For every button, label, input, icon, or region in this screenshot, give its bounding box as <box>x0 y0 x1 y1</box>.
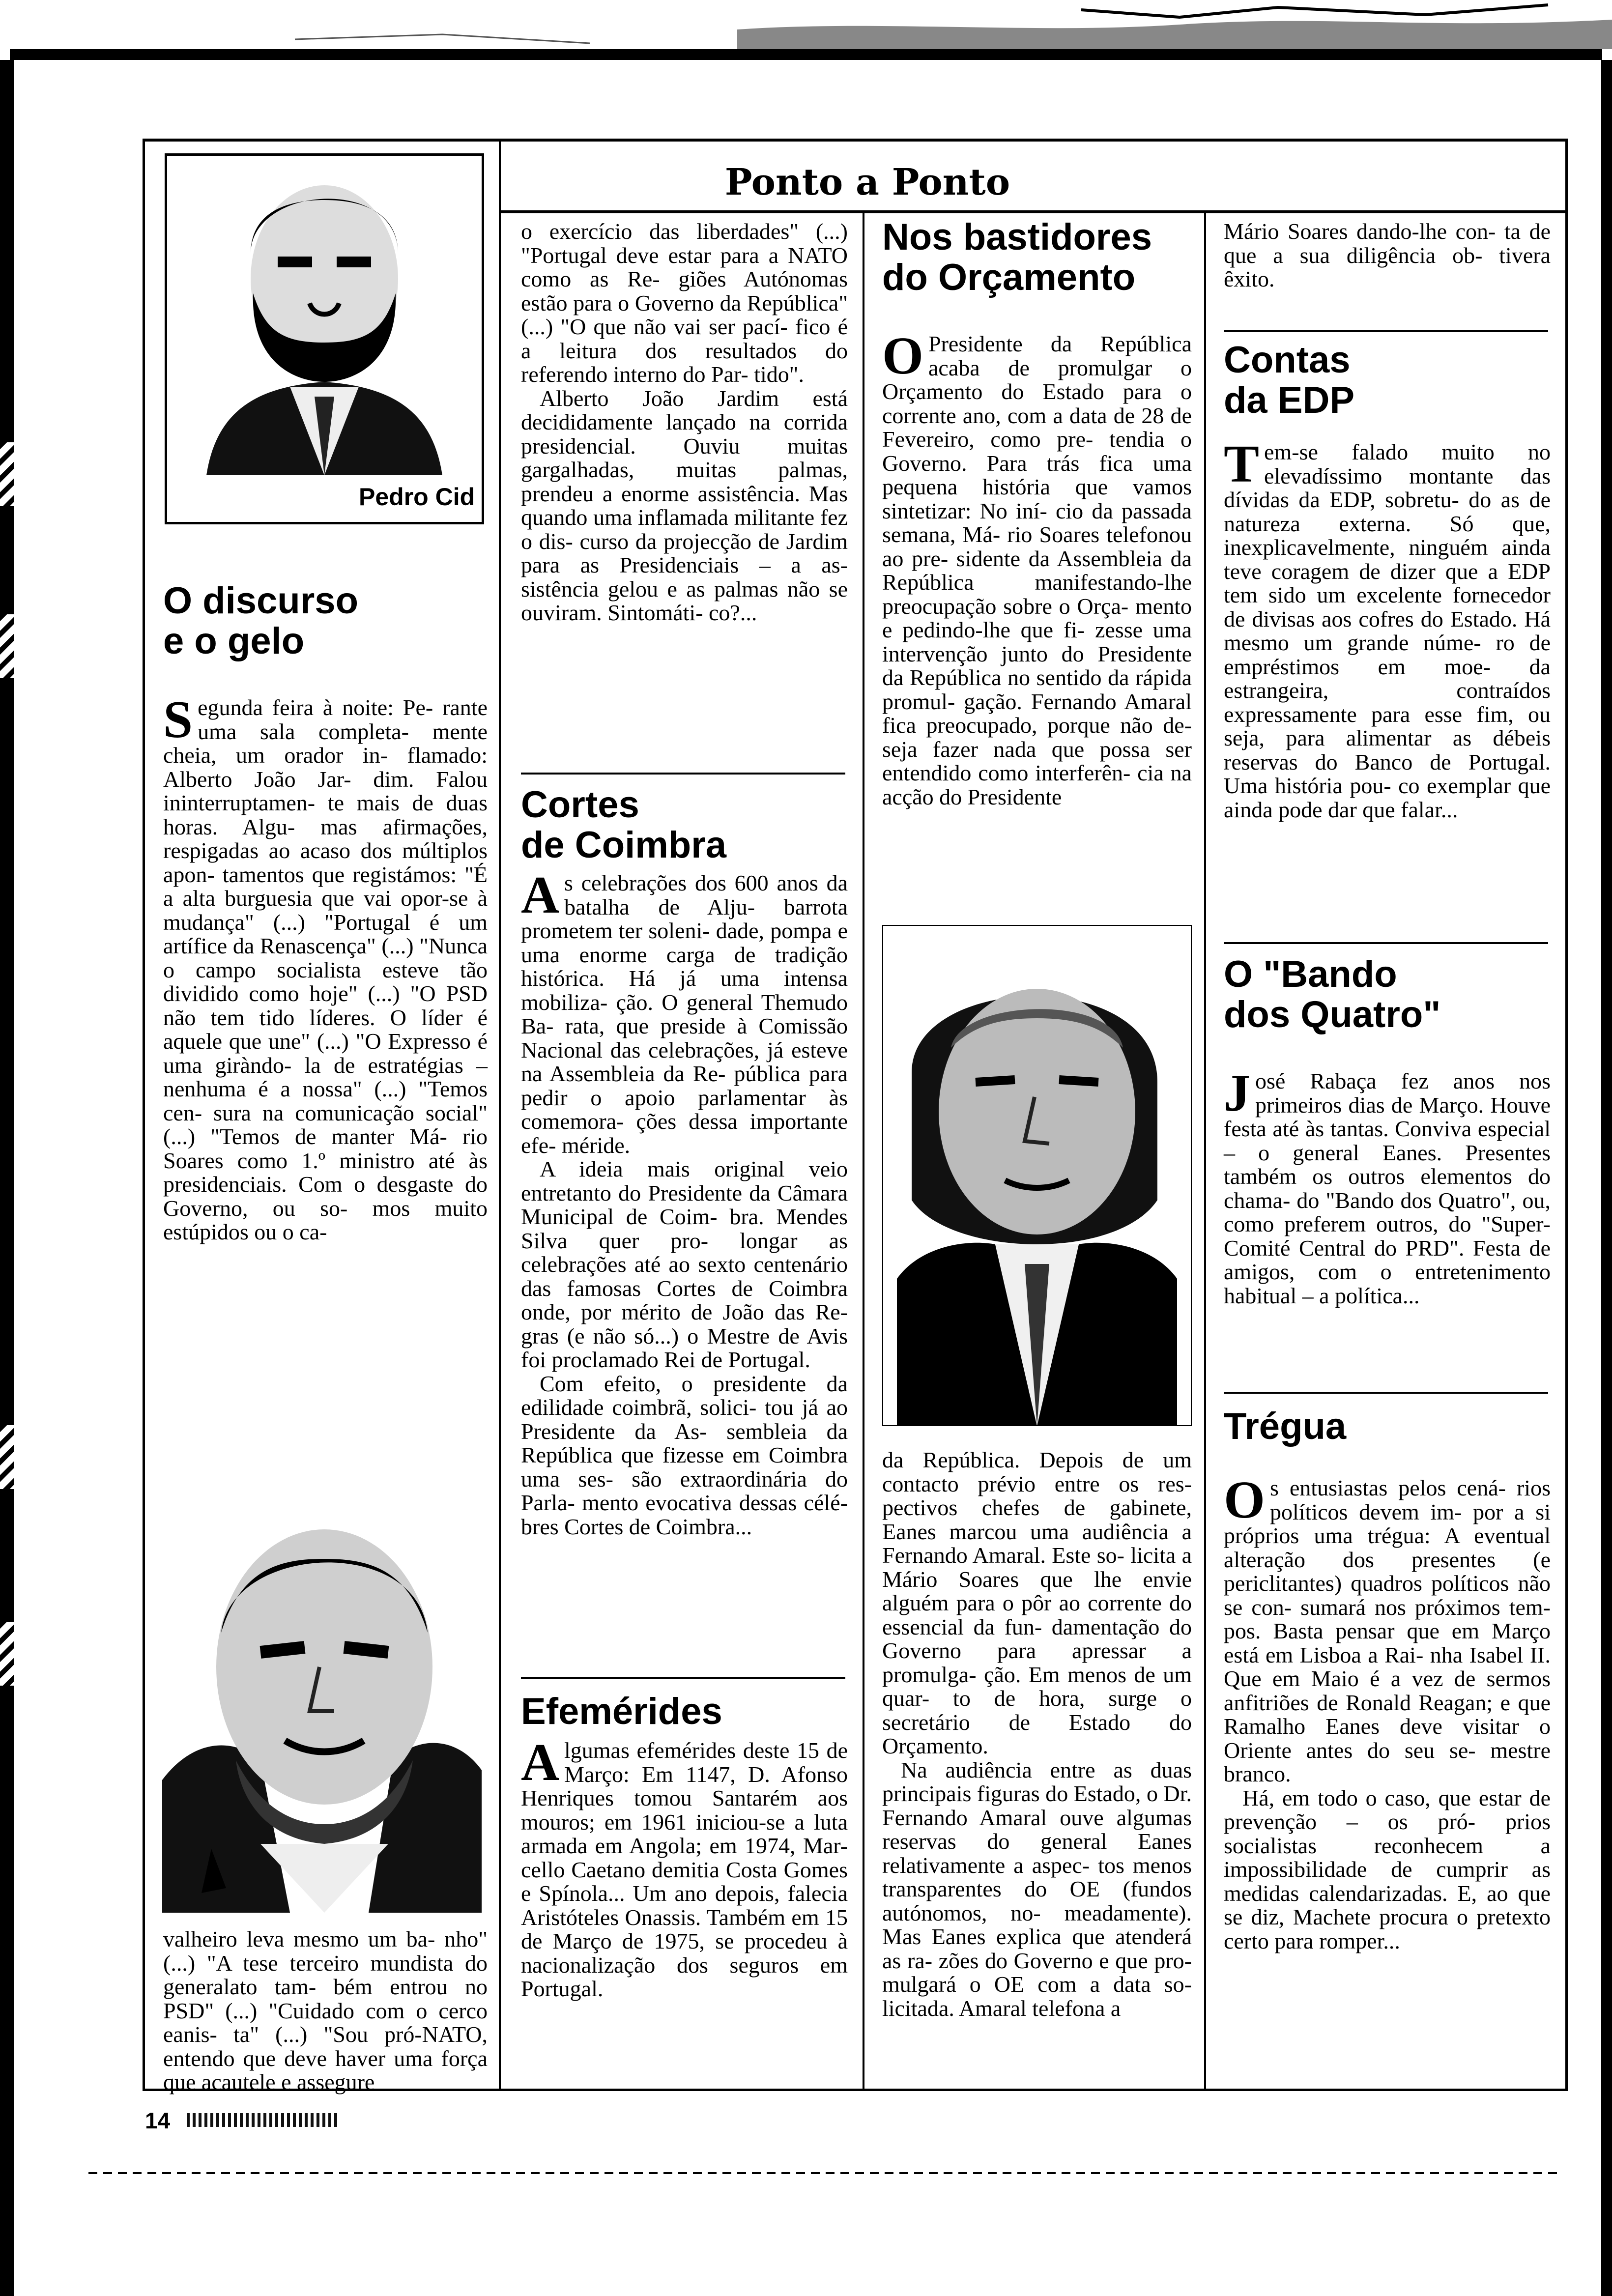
article-text: da República. Depois de um contacto prévio entre os res- pectivos chefes de gabinete, Eanes marcou uma audiência a Fernando Amaral. Este so- licita a Mário Soares que lhe envie alguém para o pôr ao corrente do essencial da fun- damentação do Governo para apressar a promulga- ção. Em menos de um quar- to de hora, surge o secretário de Estado do Orçamento. <box>882 1447 1192 1758</box>
article-divider <box>1224 330 1548 332</box>
page-number: 14 <box>145 2108 171 2133</box>
column-rule <box>499 139 501 2090</box>
article-discurso-cont <box>163 1927 488 2095</box>
photo-jardim <box>162 1505 482 1913</box>
article-text: s celebrações dos 600 anos da batalha de Alju- barrota prometem ter soleni- dade, pompa e uma enorme carga de tradição histórica. Há já uma intensa mobiliza- ção. O general Themudo Ba- rata, que preside à Comissão Nacional das celebrações, já esteve na Assembleia da Re- pública para pedir o apoio parlamentar às comemora- ções dessa importante efe- méride. <box>521 870 848 1158</box>
drop-cap: T <box>1224 435 1260 493</box>
article-text: Mário Soares dando-lhe con- ta de que a sua diligência ob- tivera êxito. <box>1224 219 1551 291</box>
article-tregua <box>1224 1406 1551 1953</box>
frame-right-edge <box>1601 60 1612 2296</box>
portrait-photo-amaral <box>882 925 1192 1426</box>
article-text: lgumas efemérides deste 15 de Março: Em 1147, D. Afonso Henriques tomou Santarém aos mouros; em 1961 iniciou-se a luta armada em Angola; em 1974, Mar- cello Caetano demitia Costa Gomes e Spínola... Um ano depois, falecia Aristóteles Onassis. Também em 15 de Março de 1975, se procedeu à nacionalização dos seguros em Portugal. <box>521 1738 848 2001</box>
article-bastidores <box>882 217 1192 809</box>
headline-line: O discurso <box>163 580 358 622</box>
article-text: A ideia mais original veio entretanto do Presidente da Câmara Municipal de Coim- bra. Mendes Silva quer pro- longar as celebrações até ao sexto centenário das famosas Cortes de Coimbra onde, por mérito de João das Re- gras (e não só...) o Mestre de Avis foi proclamado Rei de Portugal. <box>521 1156 848 1372</box>
article-text: Com efeito, o presidente da edilidade coimbrã, solici- tou já ao Presidente da As- sembleia da República que fizesse em Coimbra uma ses- são extraordinária do Parla- mento evocativa dessas célé- bres Cortes de Coimbra... <box>521 1371 848 1539</box>
column-rule <box>863 212 864 2090</box>
photo-amaral <box>882 925 1192 1426</box>
headline-line: e o gelo <box>163 620 305 662</box>
drop-cap: S <box>163 690 193 749</box>
page-left-rule <box>143 139 145 2090</box>
article-text: egunda feira à noite: Pe- rante uma sala completa- mente cheia, um orador in- flamado: Alberto João Jar- dim. Falou ininterruptamen- te mais de duas horas. Algu- mas afirmações, respigadas ao acaso dos múltiplos apon- tamentos que registámos: "É a alta burguesia que vai opor-se à mudança" (...) "Portugal é um artífice da Renascença" (...) "Nunca o campo socialista esteve tão dividido como hoje" (...) "O PSD não tem tido líderes. O líder é aquele que une" (...) "O Expresso é uma giràndo- la de estratégias – nenhuma é a nossa" (...) "Temos cen- sura na comunicação social" (...) "Temos de manter Má- rio Soares como 1.º ministro até às presidenciais. Com o desgaste do Governo, ou so- mos muito estúpidos ou o ca- <box>163 695 488 1244</box>
headline-line: da EDP <box>1224 379 1355 421</box>
drop-cap: A <box>521 1733 559 1792</box>
headline-line: Nos bastidores <box>882 216 1152 258</box>
newspaper-page <box>143 139 1568 2104</box>
portrait-photo-jardim <box>162 1505 482 1913</box>
article-text: valheiro leva mesmo um ba- nho" (...) "A tese terceiro mundista do generalato tam- bém entrou no PSD" (...) "Cuidado com o cerco eanis- ta" (...) "Sou pró-NATO, entendo que deve haver uma força que acautele e assegure <box>163 1926 488 2095</box>
drop-cap: J <box>1224 1064 1250 1122</box>
article-text: Há, em todo o caso, que estar de prevenção – os pró- prios socialistas reconhecem a impossibilidade de cumprir as medidas calendarizadas. E, ao que se diz, Machete procura o pretexto certo para romper... <box>1224 1785 1551 1953</box>
article-text: Presidente da República acaba de promulgar o Orçamento do Estado para o corrente ano, com a data de 28 de Fevereiro, como pre- tendia o Governo. Para trás fica uma pequena história que vamos sintetizar: No iní- cio da passada semana, Má- rio Soares telefonou ao pre- sidente da Assembleia da República manifestando-lhe preocupação sobre o Orça- mento e pedindo-lhe que fi- zesse uma intervenção junto do Presidente da República no sentido da rápida promul- gação. Fernando Amaral fica preocupado, porque não de- seja fazer nada que possa ser entendido como interferên- cia na acção do Presidente <box>882 331 1192 809</box>
article-text: em-se falado muito no elevadíssimo montante das dívidas da EDP, sobretu- do as de natureza externa. Só que, inexplicavelmente, ninguém ainda teve coragem de dizer que a EDP tem sido um excelente fornecedor de divisas aos cofres do Estado. Há mesmo um grande núme- ro de empréstimos em moe- da estrangeira, contraídos expressamente para esse fim, ou seja, para alimentar as débeis reservas do Banco de Portugal. Uma história pou- co exemplar que ainda pode dar que falar... <box>1224 439 1551 822</box>
headline-line: do Orçamento <box>882 257 1136 298</box>
headline-line: dos Quatro" <box>1224 994 1441 1035</box>
scan-dash-line <box>88 2172 1563 2174</box>
masthead-smudge <box>187 2113 339 2127</box>
article-discurso <box>163 581 488 1244</box>
portrait-photo-pedro-cid <box>167 156 482 475</box>
column-rule <box>1204 212 1206 2090</box>
drop-cap: A <box>521 866 559 924</box>
article-divider <box>1224 1392 1548 1394</box>
scan-noise-top <box>0 0 1612 49</box>
headline-line: Efemérides <box>521 1691 722 1732</box>
photo-caption: Pedro Cid <box>359 483 475 511</box>
headline-line: O "Bando <box>1224 953 1397 995</box>
article-edp <box>1224 340 1551 822</box>
section-banner <box>499 139 1568 213</box>
frame-left-edge <box>0 60 14 2296</box>
article-divider <box>1224 942 1548 944</box>
drop-cap: O <box>882 327 924 385</box>
article-cortes <box>521 785 848 1539</box>
headline-line: Contas <box>1224 339 1351 381</box>
article-text: Alberto João Jardim está decididamente lançado na corrida presidencial. Ouviu muitas gargalhadas, muitas palmas, prendeu a enorme assistência. Mas quando uma inflamada militante fez o dis- curso da projecção de Jardim para as Presidenciais – a as- sistência gelou e as palmas não se ouviram. Sintomáti- co?... <box>521 385 848 625</box>
section-title: Ponto a Ponto <box>724 161 1010 203</box>
article-bando <box>1224 954 1551 1308</box>
frame-top-bar <box>10 49 1602 60</box>
article-text: osé Rabaça fez anos nos primeiros dias de Março. Houve festa até às tantas. Conviva especial – o general Eanes. Presentes também os outros elementos do chama- do "Bando dos Quatro", ou, como preferem outros, do "Super-Comité Central do PRD". Festa de amigos, com o entretenimento habitual – a política... <box>1224 1068 1551 1308</box>
article-bastidores-cont <box>882 1448 1192 2020</box>
article-text: s entusiastas pelos cená- rios políticos devem im- por a si próprios uma trégua: A eventual alteração dos presentes (e periclitantes) quadros políticos não se con- sumará nos próximos tem- pos. Basta pensar que em Março está em Lisboa a Rai- nha Isabel II. Que em Maio é a vez de sermos anfitriões de Ronald Reagan; e que Ramalho Eanes deve visitar o Oriente antes do seu se- mestre branco. <box>1224 1475 1551 1786</box>
headline-line: de Coimbra <box>521 824 727 866</box>
article-bastidores-col4 <box>1224 220 1551 291</box>
article-divider <box>521 1677 845 1679</box>
headline-line: Trégua <box>1224 1406 1347 1447</box>
article-text: o exercício das liberdades" (...) "Portugal deve estar para a NATO como as Re- giões Autónomas estão para o Governo da República" (...) "O que não vai ser pací- fico é a leitura dos resultados do referendo interno do Par- tido". <box>521 219 848 387</box>
article-divider <box>521 773 845 775</box>
article-discurso-col2 <box>521 220 848 625</box>
drop-cap: O <box>1224 1471 1266 1529</box>
page-right-rule <box>1565 139 1568 2090</box>
article-text: Na audiência entre as duas principais figuras do Estado, o Dr. Fernando Amaral ouve algumas reservas do general Eanes relativamente a aspec- tos menos transparentes do OE (fundos autónomos, no- meadamente). Mas Eanes explica que atenderá as ra- zões do Governo e que pro- mulgará o OE com a data so- licitada. Amaral telefona a <box>882 1757 1192 2021</box>
headline-line: Cortes <box>521 784 639 826</box>
photo-frame-pedro-cid <box>165 153 484 524</box>
article-efemerides <box>521 1692 848 2001</box>
